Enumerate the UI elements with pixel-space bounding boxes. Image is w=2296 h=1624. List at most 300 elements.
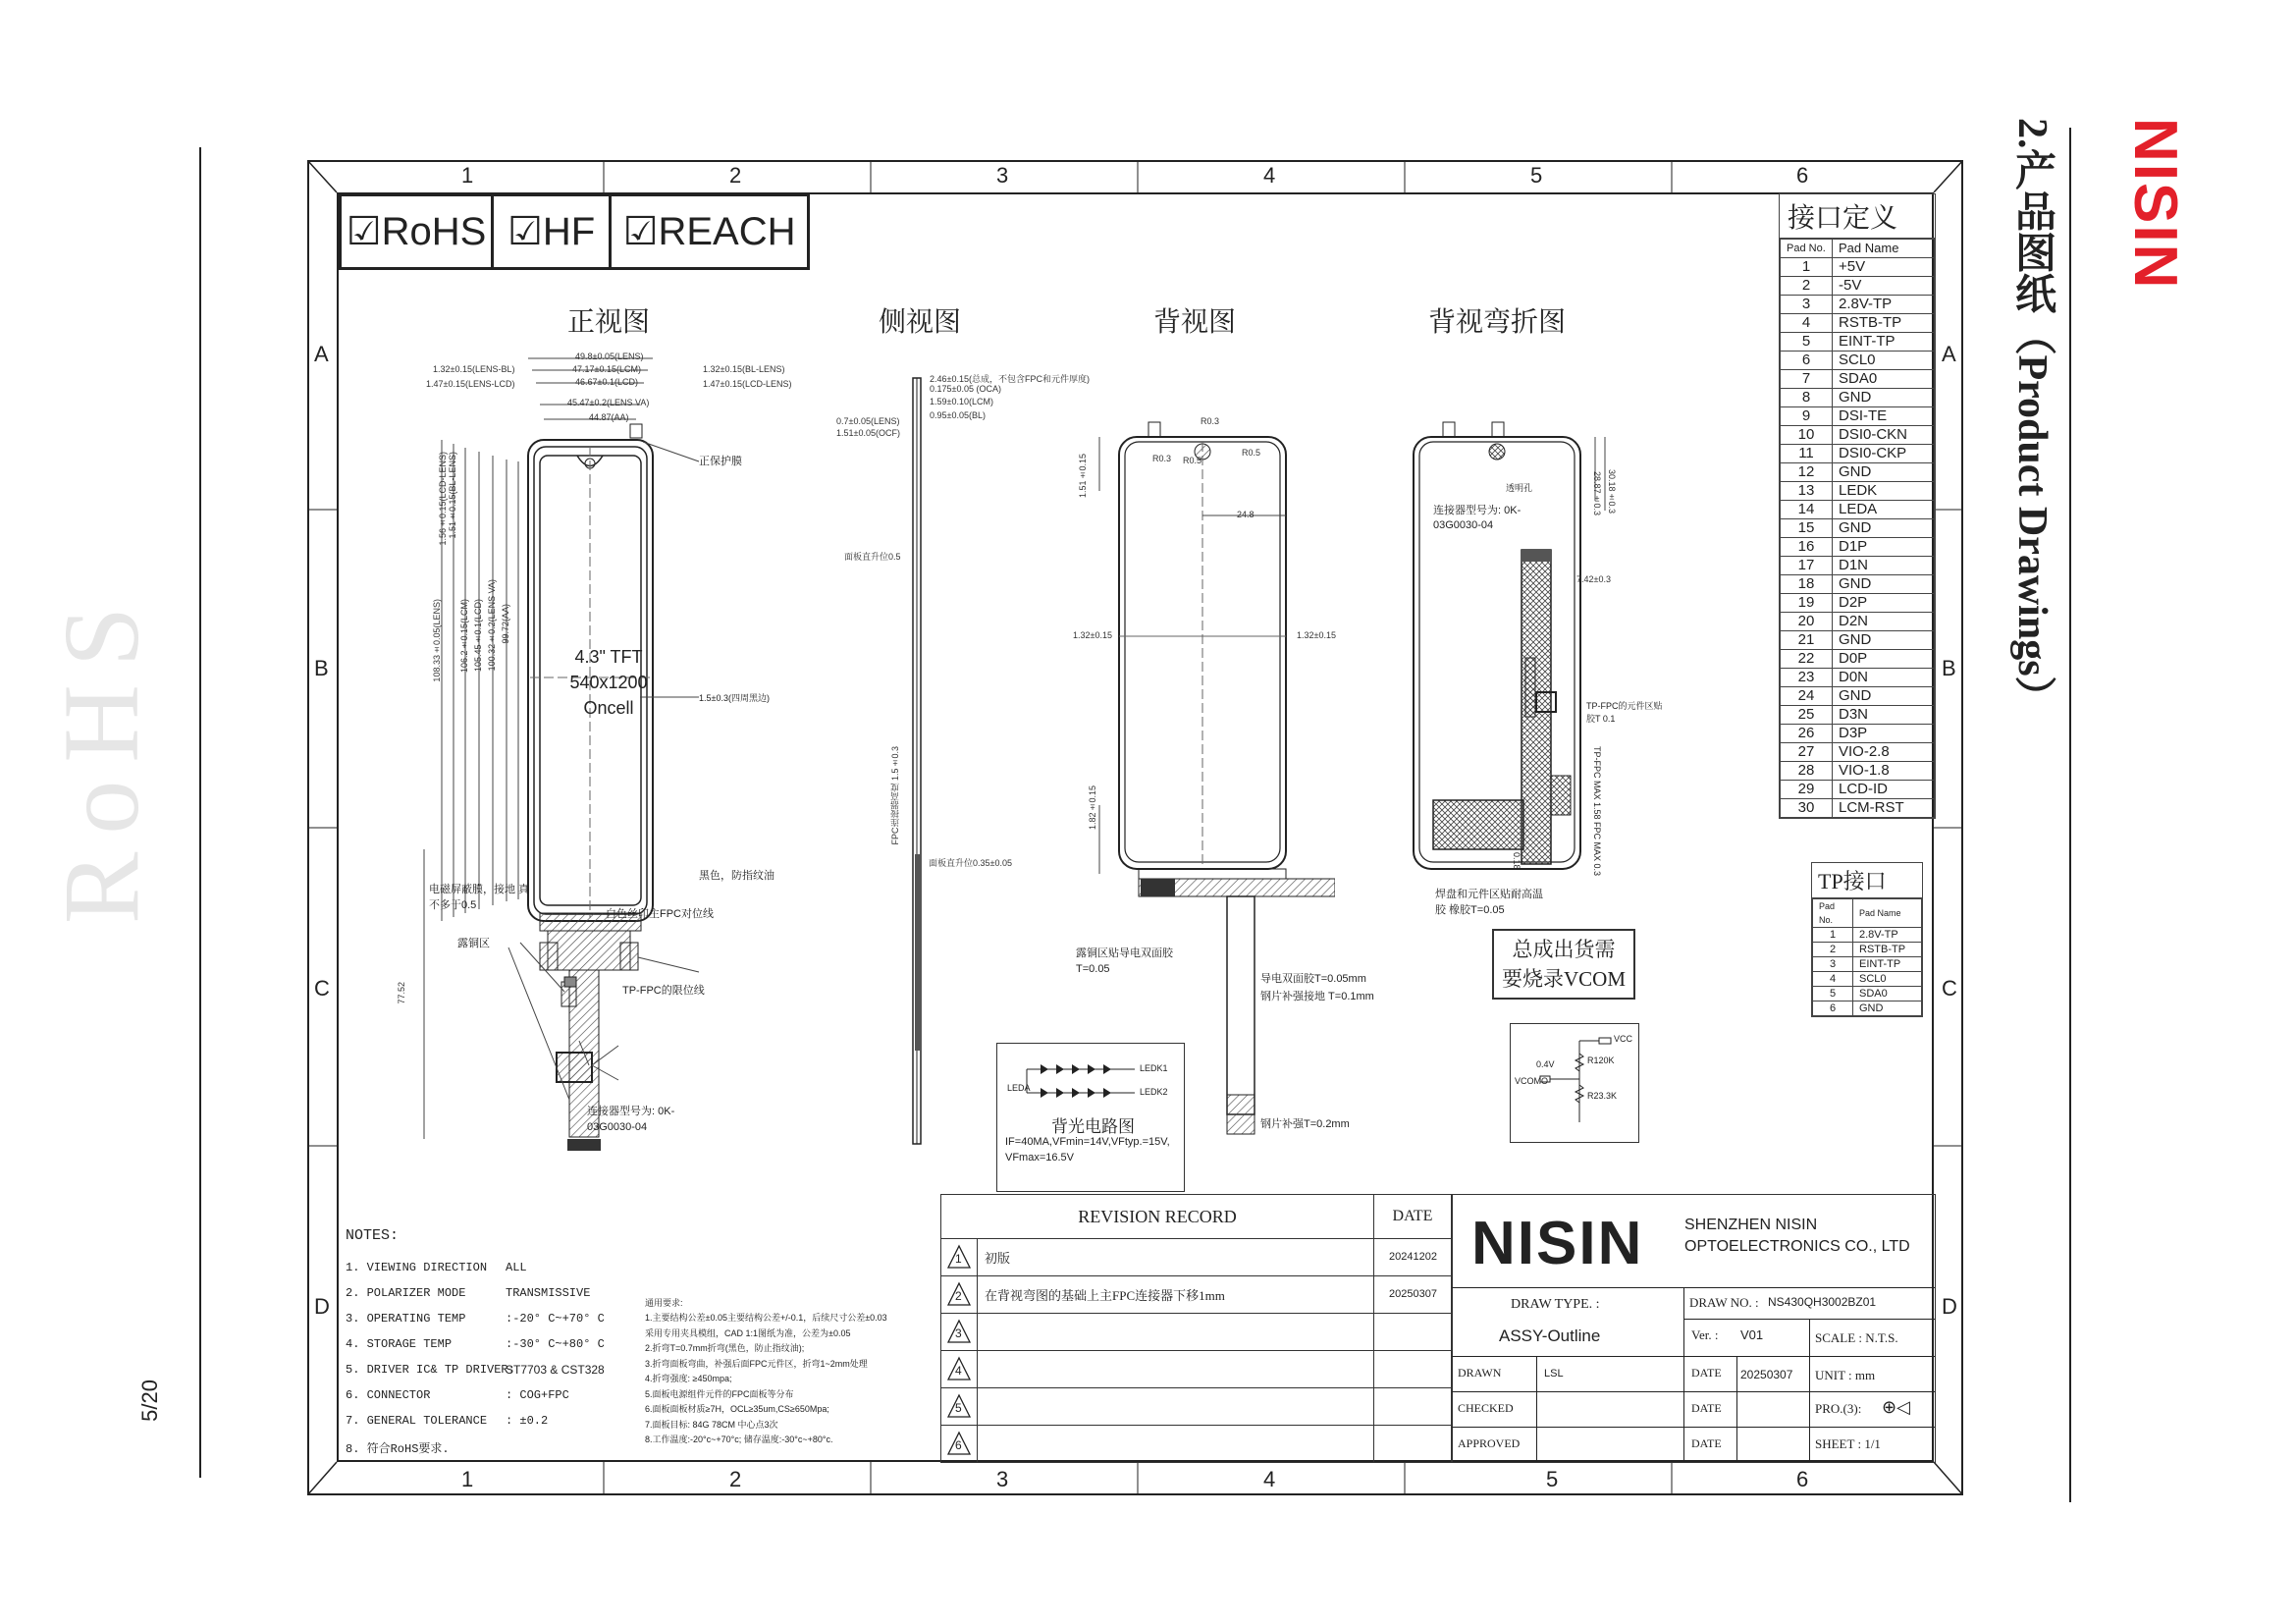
pad-name: VIO-2.8 [1833, 743, 1935, 762]
extra-note: 3.折弯面板弯曲，补强后面FPC元件区，折弯1~2mm处理 [645, 1358, 868, 1369]
zone-row-a-left: A [314, 342, 329, 366]
draw-type-value: ASSY-Outline [1499, 1326, 1601, 1345]
dim-lcd-lens-left-vert: 1.56±0.15(LCD-LENS) [438, 452, 448, 546]
dim-va-height: 100.32±0.2(LENS VA) [487, 579, 497, 672]
backlight-ledk2: LEDK2 [1140, 1087, 1168, 1097]
bend-note-fpc: TP-FPC的元件区贴胶T 0.1 [1586, 701, 1663, 724]
ver-label: Ver. : [1691, 1327, 1719, 1342]
bend-dim-small: 0.18 [1512, 852, 1522, 870]
vcom-circuit-box [1510, 1023, 1639, 1143]
extra-notes-list [645, 1311, 939, 1448]
pad-name: GND [1833, 631, 1935, 650]
vcom-r1: R120K [1587, 1056, 1615, 1065]
side-note-mid: 面板直升位0.5 [844, 552, 901, 562]
pad-name: LCD-ID [1833, 781, 1935, 799]
note-key: 5. DRIVER IC& TP DRIVER: [346, 1363, 515, 1377]
interface-row [1781, 725, 1935, 743]
revision-date [1373, 1313, 1452, 1350]
margin-line [199, 147, 201, 1478]
pad-number: 18 [1781, 575, 1833, 594]
note-key: 7. GENERAL TOLERANCE [346, 1414, 488, 1428]
right-margin-line [2069, 128, 2071, 1502]
interface-row [1781, 669, 1935, 687]
pad-name: GND [1833, 389, 1935, 407]
pad-name: D2P [1833, 594, 1935, 613]
revision-number: 4 [955, 1364, 962, 1378]
back-note-tape: 导电双面胶T=0.05mm [1260, 973, 1366, 985]
pad-name: D1P [1833, 538, 1935, 557]
revision-date-header: DATE [1373, 1195, 1452, 1239]
pad-number: 3 [1781, 296, 1833, 314]
pad-number: 9 [1781, 407, 1833, 426]
section-title: 2.产品图纸（Product Drawings） [2009, 118, 2055, 718]
rohs-check: ☑ RoHS [342, 196, 494, 267]
tb-vline-4 [1736, 1356, 1737, 1462]
pad-number: 28 [1781, 762, 1833, 781]
notes-list [346, 1261, 650, 1465]
brand-logo: NISIN [2121, 118, 2189, 291]
revision-number-triangle [941, 1425, 978, 1462]
extra-note: 6.面板面板材质≥7H，OCL≥35um,CS≥650Mpa; [645, 1404, 829, 1414]
interface-row [1781, 799, 1935, 818]
note-value: ST7703 & CST328 [506, 1363, 605, 1377]
pad-name: GND [1833, 575, 1935, 594]
extra-note: 1.主要结构公差±0.05主要结构公差+/-0.1，后续尺寸公差±0.03 [645, 1313, 887, 1323]
pad-name: D0P [1833, 650, 1935, 669]
pad-number: 24 [1781, 687, 1833, 706]
tp-pad-number: 3 [1813, 957, 1853, 972]
extra-note: 7.面板目标: 84G 78CM 中心点3次 [645, 1419, 778, 1430]
revision-number: 5 [955, 1401, 962, 1415]
pad-name: D3P [1833, 725, 1935, 743]
pad-name: LEDK [1833, 482, 1935, 501]
company-name-1: SHENZHEN NISIN [1684, 1217, 1818, 1233]
revision-description: 初版 [985, 1251, 1011, 1266]
title-block-logo: NISIN [1471, 1210, 1644, 1277]
interface-row [1781, 557, 1935, 575]
note-protect-film: 正保护膜 [699, 456, 742, 467]
side-note-fpc: FPC连接器高度 1.5±0.3 [890, 746, 900, 845]
tp-interface-box [1811, 862, 1923, 1017]
revision-number: 6 [955, 1438, 962, 1452]
interface-table-box [1779, 193, 1936, 819]
dim-lens-height: 108.33±0.05(LENS) [432, 599, 442, 682]
pad-name: DSI-TE [1833, 407, 1935, 426]
interface-row [1781, 706, 1935, 725]
back-dim-r03a: R0.3 [1201, 416, 1220, 426]
note-value: TRANSMISSIVE [506, 1286, 591, 1300]
note-black-oil: 黑色，防指纹油 [699, 870, 774, 882]
vcom-note-box: 总成出货需 要烧录VCOM [1492, 929, 1635, 1000]
backlight-spec-1: IF=40MA,VFmin=14V,VFtyp.=15V, [1005, 1136, 1170, 1148]
dim-lens-lcd-left: 1.47±0.15(LENS-LCD) [426, 379, 515, 389]
interface-row [1781, 463, 1935, 482]
bend-note-hole: 透明孔 [1506, 483, 1533, 493]
tp-pad-name: GND [1853, 1001, 1922, 1016]
tb-hline-1 [1452, 1287, 1935, 1288]
sheet: SHEET : 1/1 [1815, 1436, 1881, 1451]
tp-pad-number: 4 [1813, 972, 1853, 987]
pad-number: 17 [1781, 557, 1833, 575]
tp-pad-name: SCL0 [1853, 972, 1922, 987]
pad-number: 10 [1781, 426, 1833, 445]
zone-col-5-bottom: 5 [1546, 1467, 1559, 1491]
tp-row [1813, 972, 1922, 987]
pad-name: +5V [1833, 258, 1935, 277]
side-dim-lens: 0.7±0.05(LENS) [836, 416, 900, 426]
pad-number: 4 [1781, 314, 1833, 333]
interface-row [1781, 352, 1935, 370]
checked-label: CHECKED [1458, 1401, 1514, 1415]
ver-value: V01 [1740, 1327, 1764, 1342]
extra-note: 8.工作温度:-20°c~+70°c; 储存温度:-30°c~+80°c. [645, 1435, 833, 1444]
interface-row [1781, 762, 1935, 781]
zone-col-1-bottom: 1 [461, 1467, 474, 1491]
zone-row-d-right: D [1942, 1294, 1957, 1319]
front-view-drawing [412, 353, 736, 1159]
dim-bl-lens-left-vert: 1.51±0.15(BL-LENS) [448, 452, 457, 539]
backlight-title: 背光电路图 [1051, 1117, 1135, 1136]
tp-col-no: Pad No. [1813, 899, 1853, 928]
pad-number: 12 [1781, 463, 1833, 482]
pad-number: 11 [1781, 445, 1833, 463]
tp-interface-table [1812, 898, 1922, 1016]
title-block [1451, 1194, 1936, 1463]
bend-dim-a: 28.87±0.3 [1592, 471, 1602, 516]
revision-description: 在背视弯图的基础上主FPC连接器下移1mm [985, 1288, 1225, 1303]
bend-note-connector: 连接器型号为: 0K-03G0030-04 [1433, 505, 1522, 531]
revision-number-triangle [941, 1387, 978, 1425]
side-dim-total: 2.46±0.15(总成，不包含FPC和元件厚度) [930, 374, 1090, 384]
tp-row [1813, 928, 1922, 943]
pad-name: -5V [1833, 277, 1935, 296]
revision-row [941, 1350, 1452, 1388]
drawn-date-value: 20250307 [1740, 1368, 1793, 1381]
note-key: 4. STORAGE TEMP [346, 1337, 453, 1351]
pad-number: 20 [1781, 613, 1833, 631]
vcom-output: VCOMO [1515, 1076, 1549, 1086]
interface-row [1781, 519, 1935, 538]
tp-pad-name: EINT-TP [1853, 957, 1922, 972]
extra-note: 4.折弯强度: ≥450mpa; [645, 1374, 732, 1383]
panel-size: 4.3" TFT [574, 647, 643, 667]
front-view-title: 正视图 [567, 307, 651, 338]
dim-lcm-height: 106.2±0.15(LCM) [459, 599, 469, 674]
interface-row [1781, 277, 1935, 296]
revision-date [1373, 1425, 1452, 1462]
pad-name: GND [1833, 463, 1935, 482]
vcom-vcc: VCC [1614, 1034, 1633, 1044]
pad-name: D2N [1833, 613, 1935, 631]
pad-name: LCM-RST [1833, 799, 1935, 818]
tb-vline-3 [1536, 1356, 1537, 1462]
pad-number: 26 [1781, 725, 1833, 743]
pad-number: 16 [1781, 538, 1833, 557]
bend-note-pad: 焊盘和元件区贴耐高温胶 橡胶T=0.05 [1435, 889, 1543, 916]
note-white-print: 白色丝印主FPC对位线 [606, 908, 714, 920]
page-number: 5/20 [137, 1380, 162, 1422]
revision-date [1373, 1350, 1452, 1387]
panel-resolution: 540x1200 [569, 673, 648, 692]
pad-name: D0N [1833, 669, 1935, 687]
panel-touch: Oncell [583, 698, 634, 718]
bend-dim-b: 30.18±0.3 [1607, 469, 1617, 514]
drawn-date-label: DATE [1691, 1366, 1722, 1380]
bend-note-tp: TP-FPC MAX 1.58 FPC MAX 0.3 [1592, 746, 1602, 877]
pad-number: 22 [1781, 650, 1833, 669]
extra-notes-title: 通用要求: [645, 1298, 683, 1308]
zone-row-b-right: B [1942, 656, 1956, 680]
pad-name: DSI0-CKN [1833, 426, 1935, 445]
back-note-steel2: 钢片补强T=0.2mm [1260, 1118, 1350, 1130]
interface-col-no: Pad No. [1781, 240, 1833, 258]
side-note-bottom: 面板直升位0.35±0.05 [929, 858, 1012, 868]
side-view-title: 侧视图 [879, 307, 962, 338]
revision-number: 1 [955, 1252, 962, 1266]
dim-lcd-height: 105.45±0.1(LCD) [473, 599, 483, 673]
pad-name: D1N [1833, 557, 1935, 575]
tp-pad-number: 2 [1813, 943, 1853, 957]
side-view-drawing [903, 373, 933, 1149]
revision-number: 2 [955, 1289, 962, 1303]
revision-number-triangle [941, 1350, 978, 1387]
tb-hline-5 [1452, 1427, 1935, 1428]
back-dim-right: 1.32±0.15 [1297, 630, 1336, 640]
pad-name: LEDA [1833, 501, 1935, 519]
note-item [346, 1312, 650, 1337]
front-view-center-label [560, 644, 658, 721]
revision-date: 20250307 [1373, 1275, 1452, 1313]
zone-col-6-bottom: 6 [1796, 1467, 1809, 1491]
pad-number: 29 [1781, 781, 1833, 799]
zone-col-1-top: 1 [461, 163, 474, 188]
interface-col-name: Pad Name [1833, 240, 1935, 258]
approved-date-label: DATE [1691, 1436, 1722, 1450]
interface-row [1781, 501, 1935, 519]
side-dim-ocf: 1.51±0.05(OCF) [836, 428, 900, 438]
pad-number: 6 [1781, 352, 1833, 370]
interface-row [1781, 575, 1935, 594]
pad-number: 30 [1781, 799, 1833, 818]
back-view-title: 背视图 [1153, 307, 1237, 338]
revision-row [941, 1275, 1452, 1314]
note-front-connector: 连接器型号为: 0K-03G0030-04 [587, 1106, 675, 1133]
interface-table-body [1781, 258, 1935, 818]
pad-number: 27 [1781, 743, 1833, 762]
notes-title: NOTES: [346, 1227, 400, 1244]
compliance-box [339, 193, 810, 270]
pad-name: GND [1833, 687, 1935, 706]
pad-number: 14 [1781, 501, 1833, 519]
revision-number-triangle [941, 1275, 978, 1313]
interface-row [1781, 296, 1935, 314]
interface-row [1781, 258, 1935, 277]
tb-hline-4 [1452, 1391, 1935, 1392]
tp-row [1813, 1001, 1922, 1016]
extra-note: 采用专用夹具模组，CAD 1:1图纸为准，公差为±0.05 [645, 1327, 851, 1338]
pad-name: 2.8V-TP [1833, 296, 1935, 314]
revision-row [941, 1238, 1452, 1276]
pad-number: 25 [1781, 706, 1833, 725]
note-key: 3. OPERATING TEMP [346, 1312, 466, 1326]
tp-pad-number: 1 [1813, 928, 1853, 943]
interface-row [1781, 445, 1935, 463]
note-value: : ±0.2 [506, 1414, 549, 1428]
back-dim-r05a: R0.5 [1242, 448, 1261, 458]
extra-note: 5.面板电源组件元件的FPC面板等分布 [645, 1388, 794, 1399]
tb-hline-3 [1452, 1356, 1935, 1357]
interface-row [1781, 407, 1935, 426]
interface-row [1781, 370, 1935, 389]
tp-pad-name: SDA0 [1853, 987, 1922, 1001]
interface-row [1781, 333, 1935, 352]
tb-vline-2 [1809, 1319, 1810, 1462]
interface-row [1781, 389, 1935, 407]
pad-number: 19 [1781, 594, 1833, 613]
back-dim-r05b: R0.5 [1183, 456, 1202, 465]
interface-row [1781, 613, 1935, 631]
interface-row [1781, 426, 1935, 445]
back-bend-view-title: 背视弯折图 [1428, 307, 1567, 338]
rohs-watermark: RoHS [41, 589, 161, 924]
tp-pad-name: RSTB-TP [1853, 943, 1922, 957]
zone-col-5-top: 5 [1530, 163, 1543, 188]
zone-col-2-bottom: 2 [729, 1467, 742, 1491]
drawn-value: LSL [1544, 1368, 1564, 1380]
tp-header-row [1813, 899, 1922, 928]
bend-dim-fpc: 7.42±0.3 [1576, 574, 1611, 584]
note-value: :-20° C~+70° C [506, 1312, 605, 1326]
pad-number: 8 [1781, 389, 1833, 407]
revision-title: REVISION RECORD [941, 1195, 1374, 1239]
revision-date: 20241202 [1373, 1238, 1452, 1275]
note-key: 2. POLARIZER MODE [346, 1286, 466, 1300]
tp-row [1813, 987, 1922, 1001]
tp-table-body [1813, 928, 1922, 1016]
dim-lcm-width: 47.17±0.15(LCM) [572, 364, 641, 374]
company-name-2: OPTOELECTRONICS CO., LTD [1684, 1238, 1910, 1255]
pad-name: DSI0-CKP [1833, 445, 1935, 463]
revision-record [940, 1194, 1453, 1463]
dim-lcd-lens-right: 1.47±0.15(LCD-LENS) [703, 379, 792, 389]
zone-col-6-top: 6 [1796, 163, 1809, 188]
revision-row [941, 1313, 1452, 1351]
dim-lens-bl-left: 1.32±0.15(LENS-BL) [433, 364, 515, 374]
interface-row [1781, 650, 1935, 669]
tp-interface-title: TP接口 [1812, 863, 1922, 898]
pad-number: 5 [1781, 333, 1833, 352]
vcom-voltage: 0.4V [1536, 1059, 1555, 1069]
back-dim-left: 1.32±0.15 [1073, 630, 1112, 640]
zone-row-c-left: C [314, 976, 330, 1001]
note-item [346, 1261, 650, 1286]
extra-note: 2.折弯T=0.7mm折弯(黑色，防止指纹油); [645, 1343, 805, 1353]
reach-check: ☑ REACH [622, 209, 796, 253]
pad-name: VIO-1.8 [1833, 762, 1935, 781]
back-dim-r03b: R0.3 [1152, 454, 1172, 463]
note-copper-area: 露铜区 [457, 938, 490, 949]
zone-col-4-top: 4 [1263, 163, 1276, 188]
pad-number: 21 [1781, 631, 1833, 650]
tp-col-name: Pad Name [1853, 899, 1922, 928]
note-black-border: 1.5±0.3(四周黑边) [699, 693, 770, 703]
zone-row-d-left: D [314, 1294, 330, 1319]
pad-number: 2 [1781, 277, 1833, 296]
drawn-label: DRAWN [1458, 1366, 1502, 1380]
zone-row-a-right: A [1942, 342, 1956, 366]
interface-row [1781, 594, 1935, 613]
interface-row [1781, 781, 1935, 799]
pad-number: 13 [1781, 482, 1833, 501]
side-dim-lcm: 1.59±0.10(LCM) [930, 397, 993, 406]
tp-row [1813, 943, 1922, 957]
revision-row [941, 1387, 1452, 1426]
interface-row [1781, 314, 1935, 333]
dim-bl-lens-right: 1.32±0.15(BL-LENS) [703, 364, 785, 374]
pad-number: 1 [1781, 258, 1833, 277]
revision-number-triangle [941, 1313, 978, 1350]
pad-name: EINT-TP [1833, 333, 1935, 352]
note-item [346, 1414, 650, 1439]
interface-row [1781, 687, 1935, 706]
zone-col-3-top: 3 [996, 163, 1009, 188]
pad-name: SDA0 [1833, 370, 1935, 389]
tp-pad-number: 5 [1813, 987, 1853, 1001]
interface-row [1781, 743, 1935, 762]
zone-row-b-left: B [314, 656, 329, 680]
tp-pad-name: 2.8V-TP [1853, 928, 1922, 943]
unit: UNIT : mm [1815, 1368, 1876, 1382]
draw-type-label: DRAW TYPE. : [1511, 1297, 1600, 1312]
note-item [346, 1337, 650, 1363]
backlight-ledk1: LEDK1 [1140, 1063, 1168, 1073]
revision-row [941, 1425, 1452, 1462]
projection: PRO.(3): [1815, 1401, 1862, 1416]
backlight-circuit-diagram [997, 1044, 1184, 1112]
tb-vline-1 [1683, 1287, 1684, 1462]
back-note-copper: 露铜区贴导电双面胶 T=0.05 [1076, 947, 1173, 975]
hf-check: ☑ HF [494, 196, 612, 267]
revision-number-triangle [941, 1238, 978, 1275]
zone-col-4-bottom: 4 [1263, 1467, 1276, 1491]
note-shield-film: 电磁屏蔽膜，接地 真不多于0.5 [429, 884, 530, 911]
approved-label: APPROVED [1458, 1436, 1521, 1450]
projection-symbol-icon: ⊕◁ [1882, 1397, 1910, 1417]
note-key: 6. CONNECTOR [346, 1388, 431, 1402]
note-key: 1. VIEWING DIRECTION [346, 1261, 488, 1274]
backlight-spec-2: VFmax=16.5V [1005, 1152, 1075, 1164]
vcom-r2: R23.3K [1587, 1091, 1618, 1101]
scale: SCALE : N.T.S. [1815, 1330, 1898, 1345]
revision-date [1373, 1387, 1452, 1425]
draw-no-value: NS430QH3002BZ01 [1768, 1295, 1877, 1309]
pad-name: D3N [1833, 706, 1935, 725]
back-dim-width: 24.8 [1237, 510, 1255, 519]
backlight-leda: LEDA [1007, 1083, 1031, 1093]
interface-title: 接口定义 [1780, 194, 1935, 239]
dim-fpc-length: 77.52 [397, 982, 406, 1004]
zone-col-3-bottom: 3 [996, 1467, 1009, 1491]
dim-aa-width: 44.87(AA) [589, 412, 629, 422]
pad-name: GND [1833, 519, 1935, 538]
checked-date-label: DATE [1691, 1401, 1722, 1415]
pad-number: 23 [1781, 669, 1833, 687]
pad-name: RSTB-TP [1833, 314, 1935, 333]
pad-number: 7 [1781, 370, 1833, 389]
dim-va-width: 45.47±0.2(LENS VA) [567, 398, 650, 407]
interface-row [1781, 631, 1935, 650]
side-dim-bl: 0.95±0.05(BL) [930, 410, 986, 420]
